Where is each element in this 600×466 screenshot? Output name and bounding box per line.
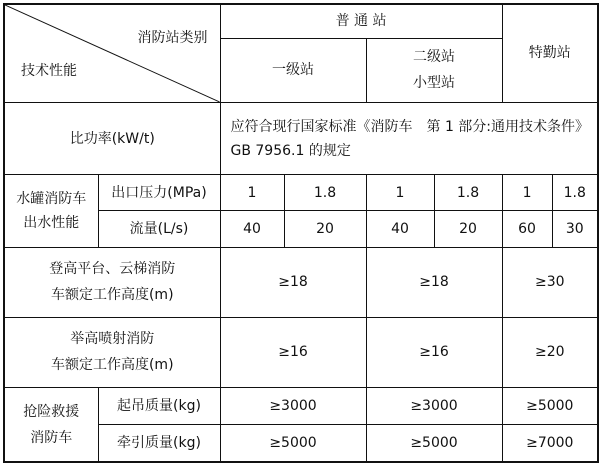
lifting-value: ≥3000 xyxy=(366,388,502,425)
level1-header: 一级站 xyxy=(220,38,366,102)
aerial-platform-label-line2: 车额定工作高度(m) xyxy=(50,287,174,304)
water-tower-label-line2: 车额定工作高度(m) xyxy=(50,357,174,374)
spec-table xyxy=(3,3,599,463)
flow-label: 流量(L/s) xyxy=(98,211,220,247)
aerial-platform-row xyxy=(4,247,598,317)
towing-value: ≥5000 xyxy=(366,425,502,462)
pressure-value: 1 xyxy=(220,175,284,211)
performance-label: 技术性能 xyxy=(21,62,77,79)
towing-value: ≥5000 xyxy=(220,425,366,462)
rescue-vehicle-group xyxy=(4,388,98,462)
pressure-row xyxy=(4,175,598,211)
pressure-value: 1 xyxy=(502,175,552,211)
pressure-label: 出口压力(MPa) xyxy=(98,175,220,211)
tank-truck-group-line2: 出水性能 xyxy=(23,214,80,231)
aerial-platform-value: ≥18 xyxy=(220,247,366,317)
flow-value: 20 xyxy=(284,211,366,247)
rescue-vehicle-group-line1: 抢险救援 xyxy=(23,403,80,420)
category-label: 消防站类别 xyxy=(137,30,208,46)
lifting-label: 起吊质量(kg) xyxy=(98,388,220,425)
flow-value: 20 xyxy=(434,211,502,247)
water-tower-label xyxy=(4,317,220,387)
water-tower-value: ≥16 xyxy=(220,317,366,387)
flow-value: 40 xyxy=(220,211,284,247)
special-station-header: 特勤站 xyxy=(502,4,598,102)
pressure-value: 1 xyxy=(366,175,434,211)
level2-line1: 二级站 xyxy=(413,49,456,66)
towing-value: ≥7000 xyxy=(502,425,598,462)
aerial-platform-label xyxy=(4,247,220,317)
water-tower-label-line1: 举高喷射消防 xyxy=(70,331,155,348)
power-ratio-label: 比功率(kW/t) xyxy=(4,102,220,174)
flow-value: 40 xyxy=(366,211,434,247)
lifting-value: ≥5000 xyxy=(502,388,598,425)
towing-label: 牵引质量(kg) xyxy=(98,425,220,462)
aerial-platform-label-line1: 登高平台、云梯消防 xyxy=(49,261,176,278)
header-row-1 xyxy=(4,4,598,38)
diagonal-line xyxy=(5,5,220,102)
pressure-value: 1.8 xyxy=(552,175,598,211)
power-ratio-spec: 应符合现行国家标准《消防车 第 1 部分:通用技术条件》GB 7956.1 的规定 xyxy=(220,102,598,174)
water-tower-value: ≥16 xyxy=(366,317,502,387)
flow-value: 30 xyxy=(552,211,598,247)
aerial-platform-value: ≥18 xyxy=(366,247,502,317)
rescue-vehicle-group-line2: 消防车 xyxy=(30,429,73,446)
flow-value: 60 xyxy=(502,211,552,247)
pressure-value: 1.8 xyxy=(434,175,502,211)
tank-truck-group xyxy=(4,175,98,247)
level2-header xyxy=(366,38,502,102)
lifting-value: ≥3000 xyxy=(220,388,366,425)
level2-line2: 小型站 xyxy=(413,75,456,92)
lifting-row xyxy=(4,388,598,425)
power-ratio-row xyxy=(4,102,598,174)
water-tower-row xyxy=(4,317,598,387)
pressure-value: 1.8 xyxy=(284,175,366,211)
tank-truck-group-line1: 水罐消防车 xyxy=(16,190,87,207)
water-tower-value: ≥20 xyxy=(502,317,598,387)
diagonal-header-cell xyxy=(4,4,220,102)
aerial-platform-value: ≥30 xyxy=(502,247,598,317)
normal-station-header: 普 通 站 xyxy=(220,4,502,38)
